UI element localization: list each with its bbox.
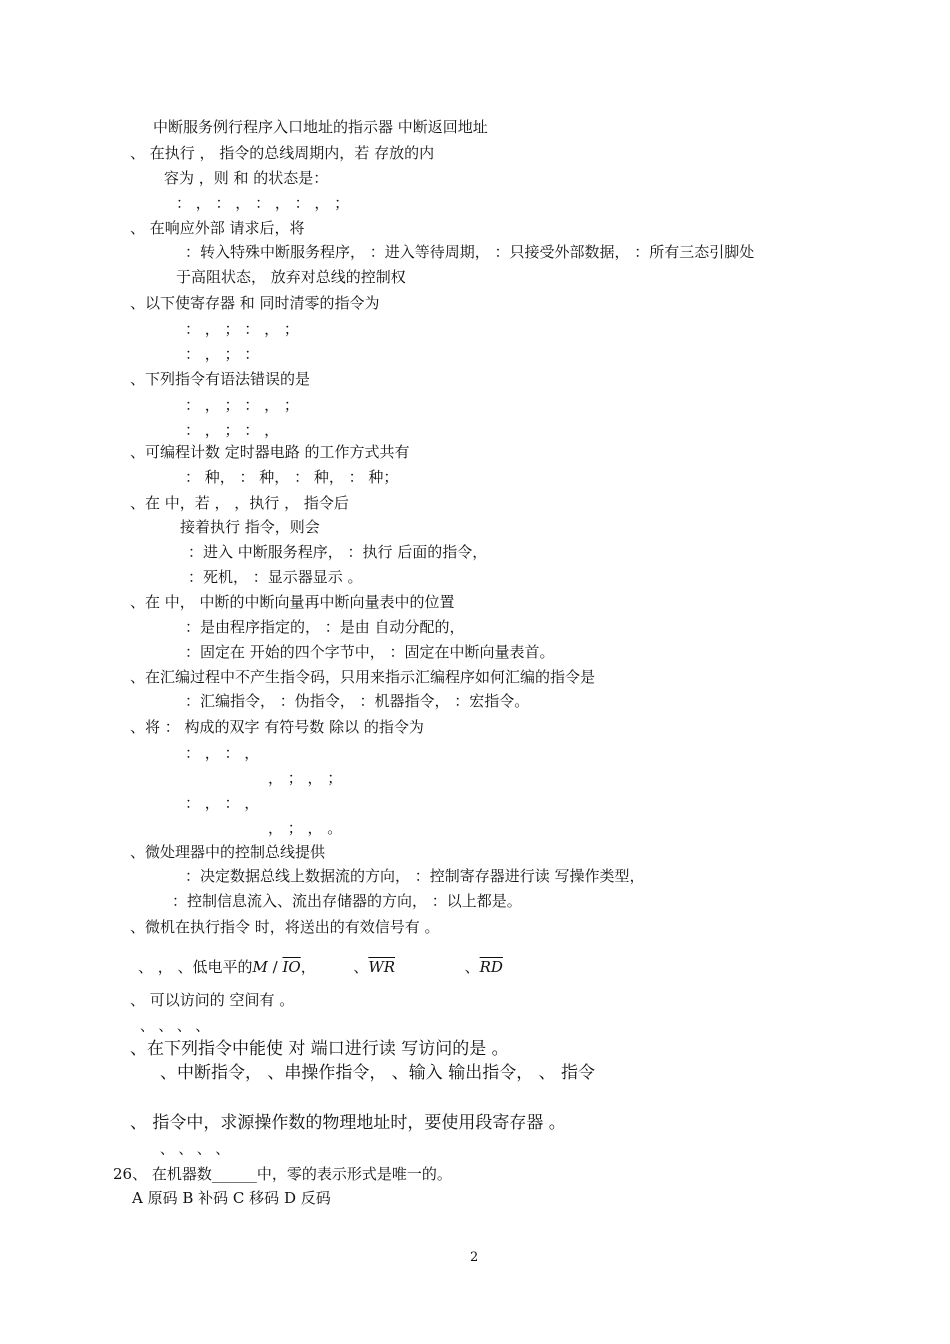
option-line: ， ； ， 。 <box>268 819 343 837</box>
option-line: ：死机， ：显示器显示 。 <box>188 568 363 586</box>
question-line: 、将 ： 构成的双字 有符号数 除以 的指令为 <box>130 718 424 736</box>
question-line: 、以下使寄存器 和 同时清零的指令为 <box>130 294 380 312</box>
question-line: 、在 中， 中断的中断向量再中断向量表中的位置 <box>130 593 455 611</box>
option-line: ：决定数据总线上数据流的方向， ：控制寄存器进行读 写操作类型， <box>185 867 645 885</box>
signal-m: M <box>252 958 268 976</box>
signal-separator: / <box>267 958 283 976</box>
text-line: 容为 ，则 和 的状态是： <box>164 169 329 187</box>
signal-rd: $\overline{RD}$ <box>479 958 503 976</box>
question-line: 、 可以访问的 空间有 。 <box>130 991 295 1009</box>
option-line: ： ， ： ， ： ， ： ， ； <box>176 194 350 212</box>
option-line: ： ， ； ： ， ； <box>185 396 299 414</box>
option-line: ， ； ， ； <box>268 769 343 787</box>
question-line: 26、 在机器数______中，零的表示形式是唯一的。 <box>113 1165 452 1183</box>
option-line: 、中断指令， 、串操作指令， 、输入 输出指令， 、 指令 <box>160 1063 596 1083</box>
option-line: 、 、 、 、 <box>160 1142 230 1158</box>
option-line: ：转入特殊中断服务程序， ：进入等待周期， ：只接受外部数据， ：所有三态引脚处 <box>185 243 755 261</box>
option-line: ： ， ； ： <box>185 345 260 363</box>
option-line: ：进入 中断服务程序， ：执行 后面的指令， <box>188 543 488 561</box>
question-line: 、下列指令有语法错误的是 <box>130 370 311 388</box>
question-line: 、在汇编过程中不产生指令码，只用来指示汇编程序如何汇编的指令是 <box>130 668 596 686</box>
option-line: ： ， ： ， <box>185 794 260 812</box>
text-line: 中断服务例行程序入口地址的指示器 中断返回地址 <box>153 118 488 136</box>
question-line: 、可编程计数 定时器电路 的工作方式共有 <box>130 443 410 461</box>
option-line: ：是由程序指定的， ：是由 自动分配的， <box>185 618 465 636</box>
option-line: ： 种， ： 种， ： 种， ： 种； <box>185 468 399 486</box>
question-line: 、 在响应外部 请求后，将 <box>130 219 305 237</box>
signal-io: $\overline{IO}$ <box>282 958 301 976</box>
question-line: 、微处理器中的控制总线提供 <box>130 843 326 861</box>
signal-wr-prefix: 、 <box>353 958 369 976</box>
question-line: 、在下列指令中能使 对 端口进行读 写访问的是 。 <box>130 1039 509 1059</box>
signal-wr: $\overline{WR}$ <box>368 958 396 976</box>
page-number: 2 <box>470 1250 479 1265</box>
signal-io-suffix: ， <box>300 958 316 976</box>
question-line: 、 指令中，求源操作数的物理地址时，要使用段寄存器 。 <box>130 1113 566 1133</box>
text-line: 接着执行 指令，则会 <box>180 518 320 536</box>
option-line: ：汇编指令， ：伪指令， ：机器指令， ：宏指令。 <box>185 692 530 710</box>
question-line: 、在 中，若 ， ，执行 ， 指令后 <box>130 494 349 512</box>
option-line: 、 、 、 、 <box>140 1019 210 1035</box>
question-line: 、微机在执行指令 时，将送出的有效信号有 。 <box>130 918 440 936</box>
option-line: A 原码 B 补码 C 移码 D 反码 <box>132 1189 331 1207</box>
option-line: 于高阻状态， 放弃对总线的控制权 <box>176 268 406 286</box>
signal-rd-prefix: 、 <box>464 958 480 976</box>
option-line: ： ， ； ： ， ； <box>185 320 299 338</box>
option-line: ： ， ； ： ， <box>185 421 280 439</box>
signals-prefix: 、 ， 、低电平的 <box>138 958 253 976</box>
question-line: 、 在执行 ， 指令的总线周期内，若 存放的内 <box>130 144 435 162</box>
option-line: ：固定在 开始的四个字节中， ：固定在中断向量表首。 <box>185 643 555 661</box>
option-line: ：控制信息流入、流出存储器的方向， ：以上都是。 <box>172 892 522 910</box>
signals-line <box>138 958 503 976</box>
option-line: ： ， ： ， <box>185 744 260 762</box>
